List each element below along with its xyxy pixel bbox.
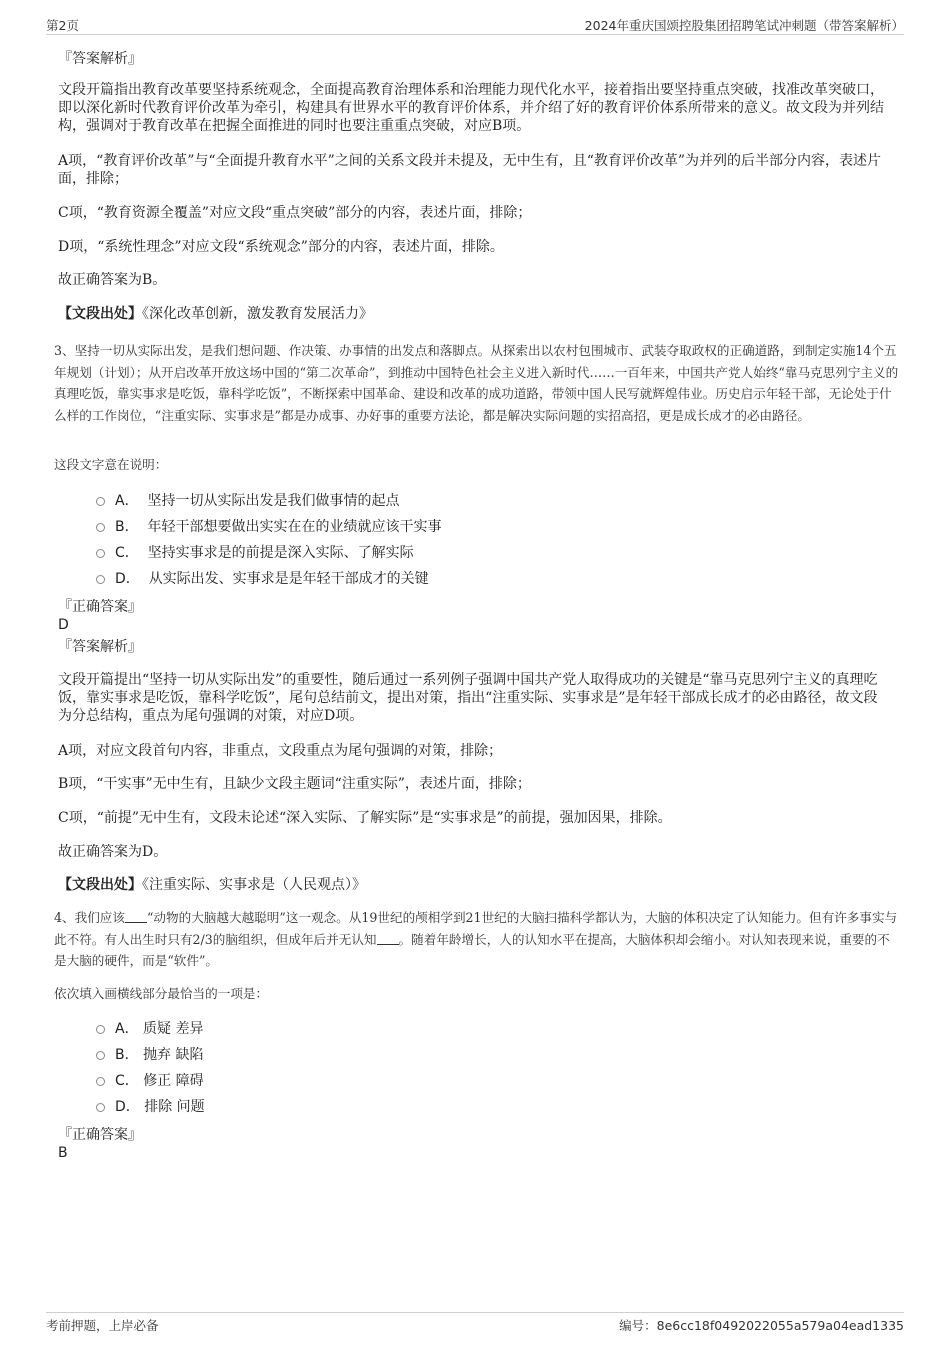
q3-option-c[interactable]: C． 坚持实事求是的前提是深入实际、了解实际: [96, 544, 414, 562]
q3-option-d[interactable]: D． 从实际出发、实事求是是年轻干部成才的关键: [96, 570, 429, 588]
q2-analysis-paragraph: 文段开篇指出教育改革要坚持系统观念，全面提高教育治理体系和治理能力现代化水平，接着指出要坚持重点突破，找准改革突破口，即以深化新时代教育评价改革为牵引，构建具有世界水平的教育评价体系，并介绍了好的教育评价体系所带来的意义。故文段为并列结构，强调对于教育改革在把握全面推进的同时也要注重重点突破，对应B项。: [58, 82, 884, 134]
footer-code: 编号：8e6cc18f0492022055a579a04ead1335: [619, 1318, 904, 1333]
q3-analysis-paragraph: A项，对应文段首句内容，非重点，文段重点为尾句强调的对策，排除；: [58, 743, 503, 759]
q3-analysis-paragraph: B项，“干实事”无中生有，且缺少文段主题词“注重实际”，表述片面，排除；: [58, 776, 531, 792]
q3-stem: 这段文字意在说明：: [54, 457, 168, 472]
q2-source: [58, 305, 373, 323]
q3-answer: D: [58, 617, 69, 633]
q3-analysis-label: 『答案解析』: [58, 639, 142, 655]
q2-analysis-paragraph: D项，“系统性理念”对应文段“系统观念”部分的内容，表述片面，排除。: [58, 239, 504, 255]
q3-analysis-paragraph: C项，“前提”无中生有，文段未论述“深入实际、了解实际”是“实事求是”的前提，强加因果，排除。: [58, 810, 672, 826]
q4-option-d[interactable]: D． 排除 问题: [96, 1098, 205, 1116]
q4-option-c[interactable]: C． 修正 障碍: [96, 1072, 204, 1090]
fill-blank: [377, 932, 399, 945]
page-number: 第2页: [46, 18, 79, 33]
source-title: 《注重实际、实事求是（人民观点）》: [142, 877, 366, 893]
footer-slogan: 考前押题，上岸必备: [46, 1318, 159, 1333]
q3-option-b[interactable]: B． 年轻干部想要做出实实在在的业绩就应该干实事: [96, 518, 442, 536]
q2-analysis-paragraph: C项，“教育资源全覆盖”对应文段“重点突破”部分的内容，表述片面，排除；: [58, 205, 532, 221]
q3-answer-label: 『正确答案』: [58, 599, 142, 615]
q4-answer-label: 『正确答案』: [58, 1127, 142, 1143]
page-header: [46, 14, 904, 35]
q2-analysis-label: 『答案解析』: [58, 51, 142, 67]
radio-icon[interactable]: [96, 1077, 105, 1086]
radio-icon[interactable]: [96, 575, 105, 584]
q2-analysis-paragraph: 故正确答案为B。: [58, 272, 167, 288]
fill-blank: [125, 910, 147, 923]
q3-analysis-paragraph: 故正确答案为D。: [58, 844, 168, 860]
radio-icon[interactable]: [96, 1103, 105, 1112]
radio-icon[interactable]: [96, 523, 105, 532]
source-label: 【文段出处】: [58, 877, 142, 893]
source-title: 《深化改革创新，激发教育发展活力》: [142, 306, 373, 322]
q4-answer: B: [58, 1145, 68, 1161]
q3-question-text: 3、坚持一切从实际出发，是我们想问题、作决策、办事情的出发点和落脚点。从探索出以农村包围城市、武装夺取政权的正确道路，到制定实施14个五年规划（计划）；从开启改革开放这场中国的“第二次革命”，到推动中国特色社会主义进入新时代……一百年来，中国共产党人始终“靠马克思列宁主义的真理吃饭，靠实事求是吃饭，靠科学吃饭”，不断探索中国革命、建设和改革的成功道路，带领中国人民写就辉煌伟业。历史启示年轻干部，无论处于什么样的工作岗位，“注重实际、实事求是”都是办成事、办好事的重要方法论，都是解决实际问题的实招高招，更是成长成才的必由路径。: [54, 343, 899, 423]
q3-analysis-paragraph: 文段开篇提出“坚持一切从实际出发”的重要性，随后通过一系列例子强调中国共产党人取得成功的关键是“靠马克思列宁主义的真理吃饭，靠实事求是吃饭，靠科学吃饭”，尾句总结前文，提出对策，指出“注重实际、实事求是”是年轻干部成长成才的必由路径，故文段为分总结构，重点为尾句强调的对策，对应D项。: [58, 672, 878, 724]
q2-analysis-paragraph: A项，“教育评价改革”与“全面提升教育水平”之间的关系文段并未提及，无中生有，且“教育评价改革”为并列的后半部分内容，表述片面，排除；: [58, 153, 882, 187]
page-footer: [46, 1312, 904, 1333]
document-title: 2024年重庆国颂控股集团招聘笔试冲刺题（带答案解析）: [584, 18, 904, 33]
q3-option-a[interactable]: A． 坚持一切从实际出发是我们做事情的起点: [96, 492, 399, 510]
source-label: 【文段出处】: [58, 306, 142, 322]
radio-icon[interactable]: [96, 1051, 105, 1060]
q4-option-b[interactable]: B． 抛弃 缺陷: [96, 1046, 204, 1064]
radio-icon[interactable]: [96, 549, 105, 558]
q4-question-text: 4、我们应该 “动物的大脑越大越聪明”这一观念。从19世纪的颅相学到21世纪的大脑扫描科学都认为，大脑的体积决定了认知能力。但有许多事实与此不符。有人出生时只有2/3的脑组织，但成年后并无认知 。随着年龄增长，人的认知水平在提高，大脑体积却会缩小。对认知表现来说，重要的不是大脑的硬件，而是“软件”。: [54, 910, 898, 968]
radio-icon[interactable]: [96, 497, 105, 506]
q4-stem: 依次填入画横线部分最恰当的一项是：: [54, 986, 269, 1001]
radio-icon[interactable]: [96, 1025, 105, 1034]
q3-source: [58, 876, 366, 894]
q4-option-a[interactable]: A． 质疑 差异: [96, 1020, 203, 1038]
